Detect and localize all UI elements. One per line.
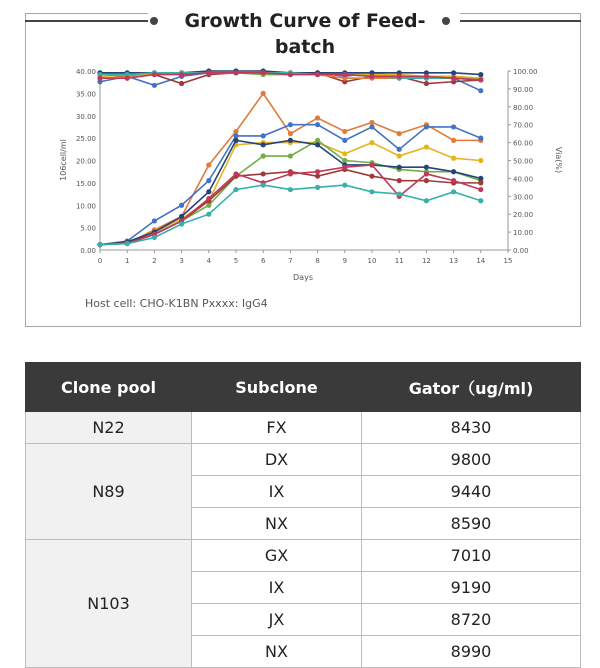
subclone-cell: DX bbox=[192, 444, 362, 476]
table-header-row bbox=[26, 363, 581, 412]
x-tick-label: 15 bbox=[503, 257, 513, 265]
header-subclone: Subclone bbox=[192, 363, 362, 412]
density-point bbox=[369, 140, 374, 145]
subclone-cell: IX bbox=[192, 572, 362, 604]
viability-point bbox=[451, 76, 456, 81]
subclone-cell: NX bbox=[192, 636, 362, 668]
density-point bbox=[478, 158, 483, 163]
x-tick-label: 14 bbox=[476, 257, 486, 265]
gator-cell: 9190 bbox=[362, 572, 581, 604]
density-point bbox=[233, 138, 238, 143]
clone-table bbox=[25, 362, 581, 668]
header-gator: Gator（ug/ml) bbox=[362, 363, 581, 412]
gator-cell: 8430 bbox=[362, 412, 581, 444]
y-tick-label-right: 40.00 bbox=[513, 175, 534, 184]
density-point bbox=[369, 189, 374, 194]
viability-point bbox=[397, 74, 402, 79]
density-point bbox=[478, 180, 483, 185]
table-row bbox=[26, 412, 581, 444]
density-point bbox=[288, 187, 293, 192]
subclone-cell: FX bbox=[192, 412, 362, 444]
subclone-cell: JX bbox=[192, 604, 362, 636]
density-point bbox=[261, 171, 266, 176]
table-row bbox=[26, 540, 581, 572]
density-point bbox=[342, 151, 347, 156]
density-point bbox=[233, 129, 238, 134]
density-point bbox=[288, 153, 293, 158]
density-point bbox=[315, 142, 320, 147]
y-tick-label-right: 60.00 bbox=[513, 139, 534, 148]
viability-point bbox=[424, 74, 429, 79]
y-tick-label-left: 30.00 bbox=[75, 112, 96, 121]
y-tick-label-left: 25.00 bbox=[75, 135, 96, 144]
density-point bbox=[206, 212, 211, 217]
density-point bbox=[125, 241, 130, 246]
density-point bbox=[397, 178, 402, 183]
density-point bbox=[424, 198, 429, 203]
viability-point bbox=[478, 77, 483, 82]
density-point bbox=[369, 120, 374, 125]
x-axis-label: Days bbox=[293, 273, 313, 282]
gator-cell: 8590 bbox=[362, 508, 581, 540]
density-point bbox=[261, 183, 266, 188]
density-point bbox=[206, 178, 211, 183]
density-point bbox=[261, 153, 266, 158]
viability-point bbox=[206, 70, 211, 75]
subclone-cell: GX bbox=[192, 540, 362, 572]
y-tick-label-left: 20.00 bbox=[75, 157, 96, 166]
y-tick-label-right: 30.00 bbox=[513, 193, 534, 202]
density-point bbox=[233, 187, 238, 192]
density-point bbox=[397, 131, 402, 136]
viability-point bbox=[288, 72, 293, 77]
density-point bbox=[451, 169, 456, 174]
density-point bbox=[261, 133, 266, 138]
density-point bbox=[424, 171, 429, 176]
clone-pool-cell: N22 bbox=[26, 412, 192, 444]
x-tick-label: 6 bbox=[260, 257, 266, 265]
x-tick-label: 11 bbox=[394, 257, 404, 265]
density-point bbox=[451, 124, 456, 129]
density-point bbox=[451, 178, 456, 183]
density-point bbox=[315, 174, 320, 179]
y-tick-label-right: 50.00 bbox=[513, 157, 534, 166]
viability-point bbox=[424, 81, 429, 86]
density-point bbox=[206, 196, 211, 201]
density-line-6 bbox=[100, 165, 481, 245]
density-point bbox=[424, 178, 429, 183]
density-point bbox=[478, 198, 483, 203]
density-point bbox=[342, 183, 347, 188]
density-point bbox=[288, 131, 293, 136]
viability-point bbox=[369, 74, 374, 79]
density-point bbox=[397, 153, 402, 158]
clone-pool-cell: N103 bbox=[26, 540, 192, 668]
density-point bbox=[369, 124, 374, 129]
x-tick-label: 0 bbox=[97, 257, 103, 265]
subclone-cell: NX bbox=[192, 508, 362, 540]
density-point bbox=[315, 185, 320, 190]
viability-point bbox=[451, 70, 456, 75]
viability-point bbox=[179, 72, 184, 77]
y-tick-label-left: 15.00 bbox=[75, 179, 96, 188]
density-point bbox=[478, 136, 483, 141]
density-point bbox=[342, 158, 347, 163]
density-point bbox=[315, 138, 320, 143]
host-cell-note: Host cell: CHO-K1BN Pxxxx: IgG4 bbox=[85, 297, 268, 310]
x-tick-label: 2 bbox=[152, 257, 157, 265]
viability-point bbox=[478, 88, 483, 93]
density-point bbox=[288, 138, 293, 143]
density-point bbox=[288, 171, 293, 176]
y-axis-label-right: Via(%) bbox=[554, 146, 563, 174]
clone-pool-cell: N89 bbox=[26, 444, 192, 540]
density-point bbox=[315, 169, 320, 174]
viability-point bbox=[478, 72, 483, 77]
y-tick-label-right: 10.00 bbox=[513, 229, 534, 238]
gator-cell: 9440 bbox=[362, 476, 581, 508]
density-point bbox=[369, 174, 374, 179]
density-point bbox=[206, 189, 211, 194]
viability-point bbox=[261, 70, 266, 75]
density-point bbox=[179, 221, 184, 226]
density-point bbox=[179, 214, 184, 219]
y-tick-label-left: 0.00 bbox=[80, 247, 96, 255]
x-tick-label: 1 bbox=[124, 257, 130, 265]
viability-point bbox=[342, 72, 347, 77]
density-point bbox=[451, 189, 456, 194]
density-point bbox=[233, 133, 238, 138]
y-tick-label-right: 20.00 bbox=[513, 211, 534, 220]
x-tick-label: 3 bbox=[179, 257, 184, 265]
density-point bbox=[179, 203, 184, 208]
density-point bbox=[424, 144, 429, 149]
density-point bbox=[152, 235, 157, 240]
density-point bbox=[261, 142, 266, 147]
x-tick-label: 13 bbox=[449, 257, 459, 265]
x-tick-label: 12 bbox=[421, 257, 431, 265]
viability-point bbox=[179, 81, 184, 86]
x-tick-label: 4 bbox=[206, 257, 212, 265]
x-tick-label: 8 bbox=[315, 257, 320, 265]
density-point bbox=[451, 138, 456, 143]
density-point bbox=[369, 162, 374, 167]
density-point bbox=[261, 91, 266, 96]
y-tick-label-right: 100.00 bbox=[513, 68, 538, 76]
viability-point bbox=[125, 76, 130, 81]
density-point bbox=[478, 176, 483, 181]
density-point bbox=[206, 203, 211, 208]
x-tick-label: 10 bbox=[367, 257, 377, 265]
x-tick-label: 5 bbox=[233, 257, 239, 265]
density-line-0 bbox=[100, 93, 481, 244]
density-point bbox=[315, 122, 320, 127]
density-point bbox=[315, 115, 320, 120]
y-tick-label-right: 80.00 bbox=[513, 103, 534, 112]
viability-point bbox=[315, 72, 320, 77]
chart-title: Growth Curve of Feed-batch bbox=[184, 10, 426, 58]
y-axis-label-left: 106cell/ml bbox=[59, 139, 68, 181]
density-point bbox=[451, 156, 456, 161]
subclone-cell: IX bbox=[192, 476, 362, 508]
y-tick-label-left: 35.00 bbox=[75, 90, 96, 99]
density-line-7 bbox=[100, 185, 481, 245]
density-point bbox=[397, 147, 402, 152]
viability-point bbox=[152, 83, 157, 88]
y-tick-label-right: 90.00 bbox=[513, 85, 534, 94]
gator-cell: 8720 bbox=[362, 604, 581, 636]
density-point bbox=[424, 124, 429, 129]
x-tick-label: 9 bbox=[342, 257, 348, 265]
table-body bbox=[26, 412, 581, 668]
density-point bbox=[152, 218, 157, 223]
density-point bbox=[97, 242, 102, 247]
gator-cell: 9800 bbox=[362, 444, 581, 476]
header-clone-pool: Clone pool bbox=[26, 363, 192, 412]
density-point bbox=[397, 191, 402, 196]
density-point bbox=[397, 165, 402, 170]
density-point bbox=[342, 165, 347, 170]
gator-cell: 7010 bbox=[362, 540, 581, 572]
density-point bbox=[206, 162, 211, 167]
viability-point bbox=[233, 70, 238, 75]
density-point bbox=[478, 187, 483, 192]
gator-cell: 8990 bbox=[362, 636, 581, 668]
density-point bbox=[342, 138, 347, 143]
density-point bbox=[233, 171, 238, 176]
x-tick-label: 7 bbox=[288, 257, 293, 265]
y-tick-label-right: 0.00 bbox=[513, 247, 529, 255]
viability-point bbox=[152, 72, 157, 77]
density-point bbox=[424, 165, 429, 170]
growth-curve-chart bbox=[0, 0, 600, 330]
y-tick-label-left: 10.00 bbox=[75, 202, 96, 211]
density-point bbox=[288, 122, 293, 127]
density-point bbox=[342, 129, 347, 134]
density-series-group bbox=[97, 91, 483, 247]
y-tick-label-left: 40.00 bbox=[75, 68, 96, 76]
y-tick-label-right: 70.00 bbox=[513, 121, 534, 130]
viability-series-group bbox=[97, 68, 483, 93]
y-tick-label-left: 5.00 bbox=[80, 224, 96, 233]
table-row bbox=[26, 444, 581, 476]
viability-point bbox=[97, 76, 102, 81]
